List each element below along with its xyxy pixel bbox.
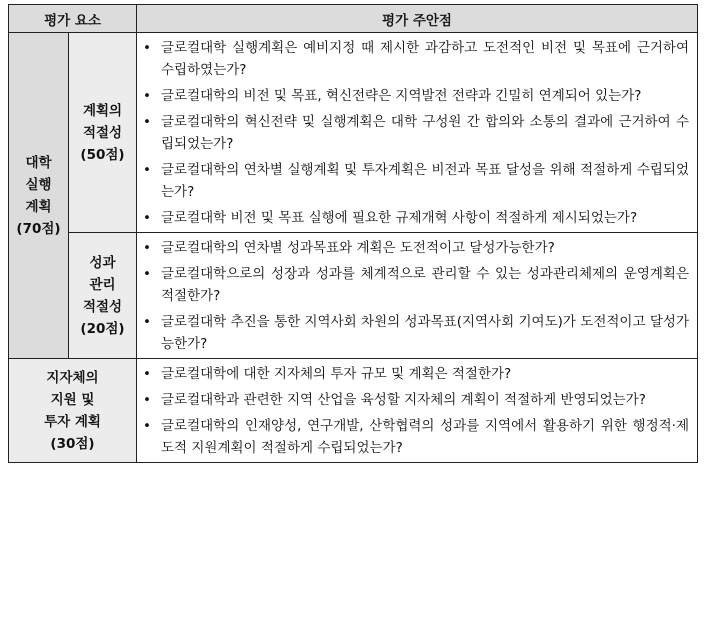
subcategory-performance-management-label: 성과 관리 적절성 (20점) <box>80 254 125 337</box>
bullet-icon: • <box>143 366 151 382</box>
category-university-plan-label: 대학 실행 계획 (70점) <box>16 154 61 237</box>
criteria-list <box>137 359 697 462</box>
list-item <box>143 111 689 155</box>
criterion-text: 글로컬대학의 혁신전략 및 실행계획은 대학 구성원 간 합의와 소통의 결과에 근거하여 수립되었는가? <box>161 114 689 152</box>
criterion-text: 글로컬대학과 관련한 지역 산업을 육성할 지자체의 계획이 적절하게 반영되었는가? <box>161 392 646 408</box>
criteria-plan-adequacy <box>137 33 698 233</box>
subcategory-plan-adequacy <box>69 33 137 233</box>
criterion-text: 글로컬대학의 연차별 성과목표와 계획은 도전적이고 달성가능한가? <box>161 240 555 256</box>
row-performance-management <box>9 233 698 359</box>
bullet-icon: • <box>143 392 151 408</box>
bullet-icon: • <box>143 240 151 256</box>
list-item <box>143 311 689 355</box>
criterion-text: 글로컬대학의 비전 및 목표, 혁신전략은 지역발전 전략과 긴밀히 연계되어 있는가? <box>161 88 642 104</box>
header-evaluation-focus: 평가 주안점 <box>137 5 698 33</box>
criterion-text: 글로컬대학의 인재양성, 연구개발, 산학협력의 성과를 지역에서 활용하기 위한 행정적·제도적 지원계획이 적절하게 수립되었는가? <box>161 418 689 456</box>
bullet-icon: • <box>143 40 151 56</box>
category-local-government-support <box>9 359 137 463</box>
list-item <box>143 237 689 259</box>
criterion-text: 글로컬대학의 연차별 실행계획 및 투자계획은 비전과 목표 달성을 위해 적절하게 수립되었는가? <box>161 162 689 200</box>
bullet-icon: • <box>143 266 151 282</box>
category-university-plan <box>9 33 69 359</box>
criteria-performance-management <box>137 233 698 359</box>
list-item <box>143 389 689 411</box>
evaluation-table <box>8 4 698 463</box>
criterion-text: 글로컬대학 비전 및 목표 실행에 필요한 규제개혁 사항이 적절하게 제시되었는가? <box>161 210 638 226</box>
bullet-icon: • <box>143 114 151 130</box>
criterion-text: 글로컬대학으로의 성장과 성과를 체계적으로 관리할 수 있는 성과관리체제의 운영계획은 적절한가? <box>161 266 689 304</box>
criterion-text: 글로컬대학에 대한 지자체의 투자 규모 및 계획은 적절한가? <box>161 366 512 382</box>
bullet-icon: • <box>143 88 151 104</box>
subcategory-plan-adequacy-label: 계획의 적절성 (50점) <box>80 102 125 163</box>
bullet-icon: • <box>143 314 151 330</box>
row-plan-adequacy <box>9 33 698 233</box>
list-item <box>143 263 689 307</box>
list-item <box>143 207 689 229</box>
bullet-icon: • <box>143 162 151 178</box>
criteria-list <box>137 33 697 232</box>
criteria-local-government <box>137 359 698 463</box>
header-evaluation-element: 평가 요소 <box>9 5 137 33</box>
criterion-text: 글로컬대학 실행계획은 예비지정 때 제시한 과감하고 도전적인 비전 및 목표에 근거하여 수립하였는가? <box>161 40 689 78</box>
bullet-icon: • <box>143 418 151 434</box>
list-item <box>143 85 689 107</box>
list-item <box>143 37 689 81</box>
list-item <box>143 363 689 385</box>
row-local-government <box>9 359 698 463</box>
bullet-icon: • <box>143 210 151 226</box>
list-item <box>143 415 689 459</box>
criteria-list <box>137 233 697 358</box>
list-item <box>143 159 689 203</box>
subcategory-performance-management <box>69 233 137 359</box>
criterion-text: 글로컬대학 추진을 통한 지역사회 차원의 성과목표(지역사회 기여도)가 도전적이고 달성가능한가? <box>161 314 689 352</box>
category-local-government-label: 지자체의 지원 및 투자 계획 (30점) <box>44 369 101 452</box>
header-row <box>9 5 698 33</box>
